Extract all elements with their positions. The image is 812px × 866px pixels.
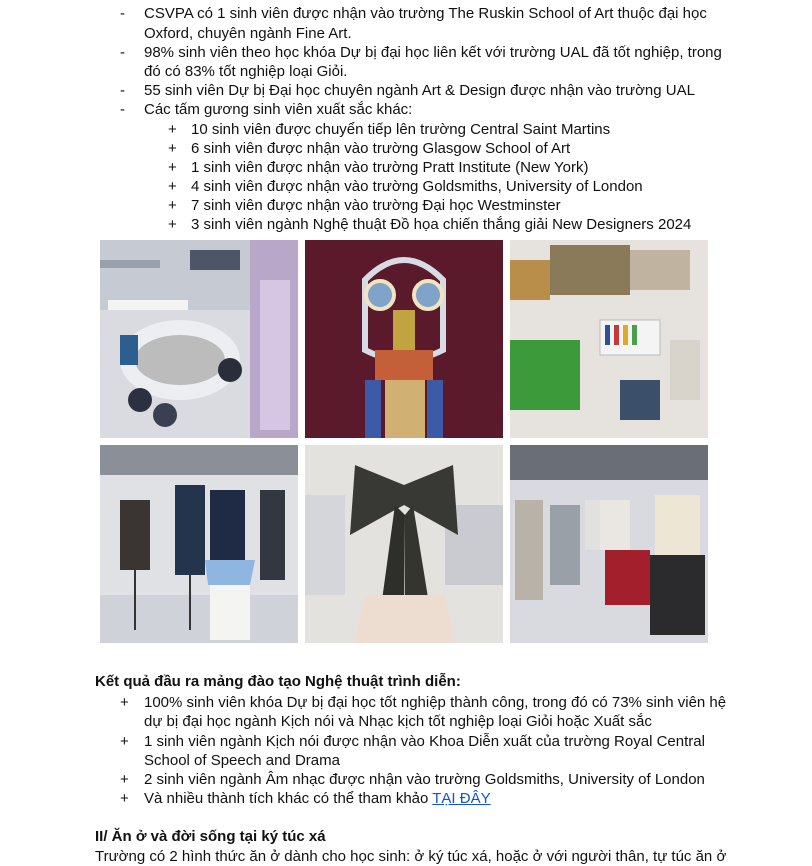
photo-fashion-mannequins	[100, 445, 298, 643]
list-dash: -	[120, 44, 125, 61]
dorm-paragraph: Trường có 2 hình thức ăn ở dành cho học sinh: ở ký túc xá, hoặc ở với người thân, tự túc ăn ở	[95, 848, 727, 865]
sub-list-plus: +	[168, 121, 177, 138]
sub-list-item: 4 sinh viên được nhận vào trường Goldsmiths, University of London	[191, 178, 643, 195]
performing-arts-heading: Kết quả đầu ra mảng đào tạo Nghệ thuật trình diễn:	[95, 673, 461, 690]
photo-exhibition-dresses	[510, 445, 708, 643]
performing-plus: +	[120, 733, 129, 750]
sub-list-plus: +	[168, 216, 177, 233]
sub-list-plus: +	[168, 178, 177, 195]
performing-plus: +	[120, 694, 129, 711]
performing-item-text: School of Speech and Drama	[144, 752, 340, 769]
here-link[interactable]: TẠI ĐÂY	[432, 790, 491, 807]
dorm-heading: II/ Ăn ở và đời sống tại ký túc xá	[95, 828, 326, 845]
sub-list-item: 10 sinh viên được chuyển tiếp lên trường Central Saint Martins	[191, 121, 611, 138]
list-item-text: 98% sinh viên theo học khóa Dự bị đại học liên kết với trường UAL đã tốt nghiệp, trong	[144, 44, 722, 61]
sub-list-plus: +	[168, 159, 177, 176]
performing-item-text: 1 sinh viên ngành Kịch nói được nhận vào Khoa Diễn xuất của trường Royal Central	[144, 733, 705, 750]
list-dash: -	[120, 5, 125, 22]
list-dash: -	[120, 101, 125, 118]
performing-item-text: 100% sinh viên khóa Dự bị đại học tốt nghiệp thành công, trong đó có 73% sinh viên hệ	[144, 694, 727, 711]
photo-embroidered-artwork	[305, 240, 503, 438]
sub-list-item: 7 sinh viên được nhận vào trường Đại học Westminster	[191, 197, 561, 214]
performing-item-text	[144, 789, 491, 808]
sub-list-item: 1 sinh viên được nhận vào trường Pratt Institute (New York)	[191, 159, 589, 176]
performing-plus: +	[120, 771, 129, 788]
list-item-text: CSVPA có 1 sinh viên được nhận vào trường The Ruskin School of Art thuộc đại học	[144, 5, 707, 22]
performing-item-text: dự bị đại học ngành Kịch nói và Nhạc kịch tốt nghiệp loại Giỏi hoặc Xuất sắc	[144, 713, 652, 730]
sub-list-item: 6 sinh viên được nhận vào trường Glasgow School of Art	[191, 140, 571, 157]
more-achievements-text: Và nhiều thành tích khác có thể tham khảo	[144, 790, 433, 807]
photo-bow-garment	[305, 445, 503, 643]
list-item-text: đó có 83% tốt nghiệp loại Giỏi.	[144, 63, 348, 80]
photo-textile-materials	[510, 240, 708, 438]
photo-studio-overhead	[100, 240, 298, 438]
list-item-text: Oxford, chuyên ngành Fine Art.	[144, 25, 352, 42]
sub-list-plus: +	[168, 197, 177, 214]
list-dash: -	[120, 82, 125, 99]
list-item-text: 55 sinh viên Dự bị Đại học chuyên ngành Art & Design được nhận vào trường UAL	[144, 82, 695, 99]
sub-list-plus: +	[168, 140, 177, 157]
sub-list-item: 3 sinh viên ngành Nghệ thuật Đồ họa chiến thắng giải New Designers 2024	[191, 216, 692, 233]
performing-item-text: 2 sinh viên ngành Âm nhạc được nhận vào trường Goldsmiths, University of London	[144, 771, 705, 788]
list-item-text: Các tấm gương sinh viên xuất sắc khác:	[144, 101, 413, 118]
performing-plus: +	[120, 790, 129, 807]
